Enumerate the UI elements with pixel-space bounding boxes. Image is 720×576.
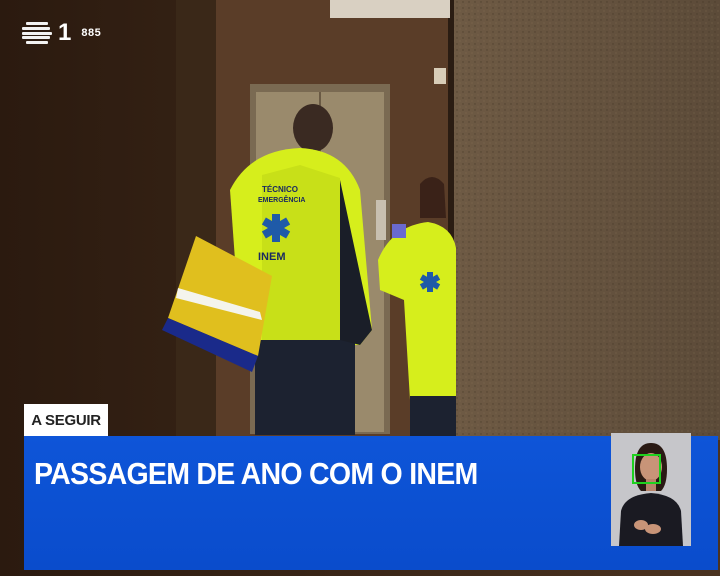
svg-text:INEM: INEM bbox=[258, 251, 286, 263]
svg-text:EMERGÊNCIA: EMERGÊNCIA bbox=[258, 197, 306, 204]
channel-code: 885 bbox=[81, 27, 102, 39]
sign-language-inset bbox=[611, 433, 691, 546]
next-up-tag: A SEGUIR bbox=[24, 404, 108, 436]
rtp-bars-icon bbox=[22, 22, 52, 44]
svg-text:TÉCNICO: TÉCNICO bbox=[262, 185, 298, 194]
face-detection-box bbox=[632, 454, 661, 484]
headline-text: PASSAGEM DE ANO COM O INEM bbox=[34, 456, 478, 491]
interpreter-figure bbox=[611, 433, 691, 546]
channel-number: 1 bbox=[58, 19, 72, 46]
channel-logo bbox=[22, 19, 102, 46]
